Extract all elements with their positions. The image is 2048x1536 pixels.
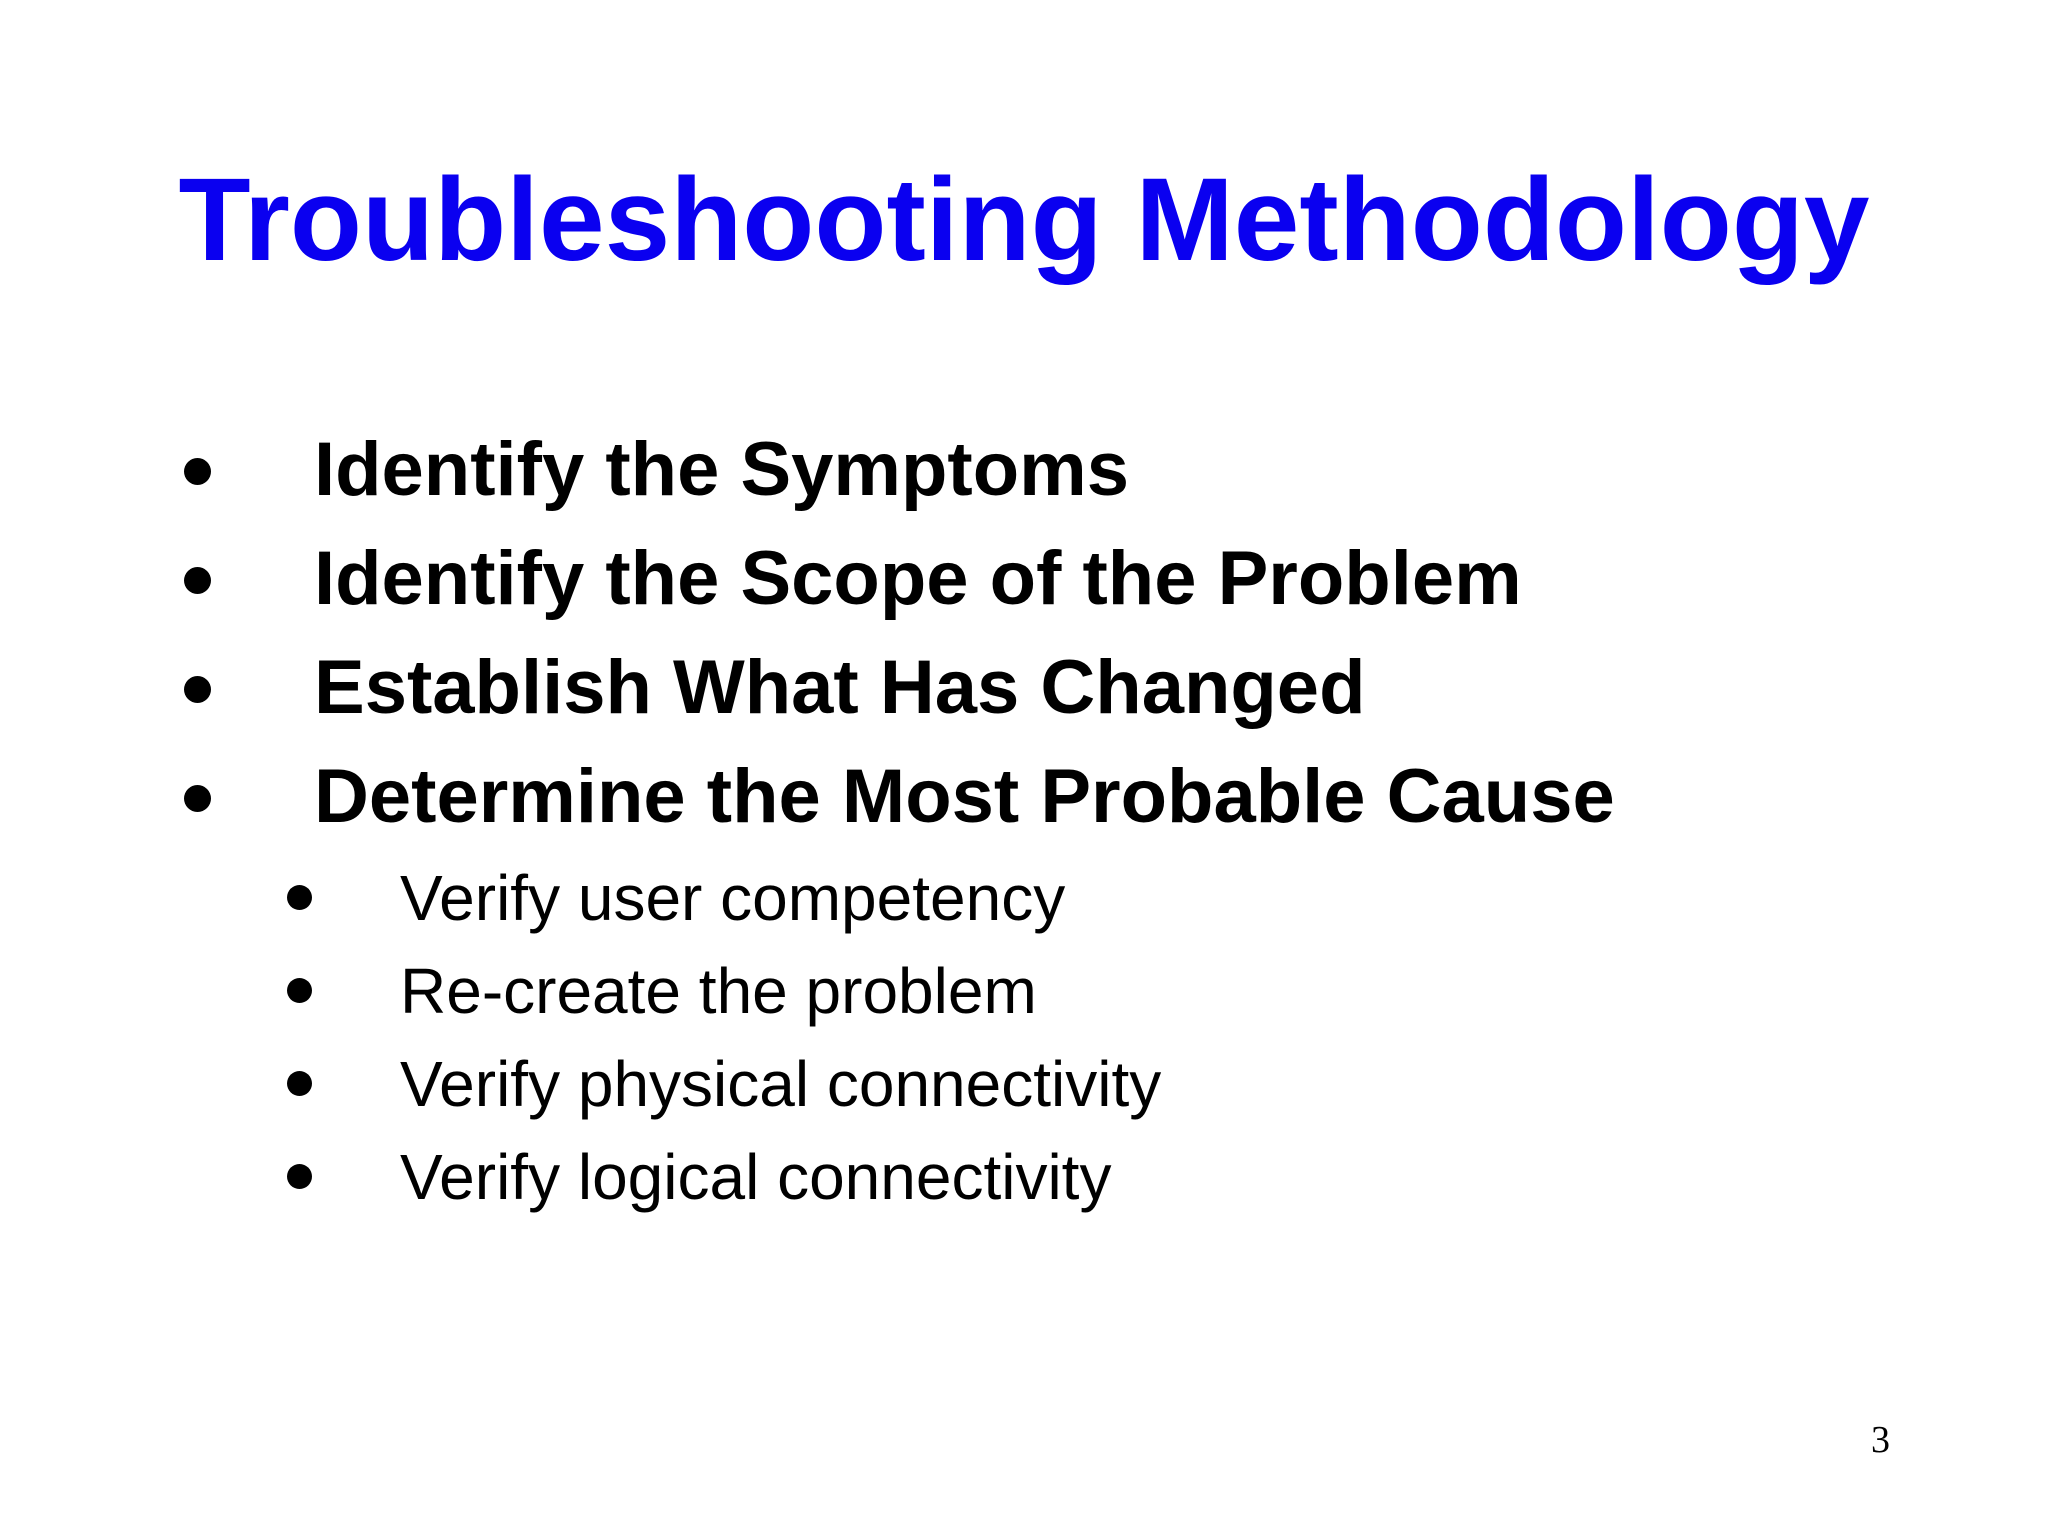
- list-item: [0, 534, 2048, 634]
- list-item-text: Verify physical connectivity: [400, 1048, 1162, 1120]
- list-item-text: Identify the Symptoms: [314, 427, 1129, 512]
- list-item-text: Re-create the problem: [400, 955, 1037, 1027]
- bullet-icon: [287, 885, 312, 910]
- list-item-text: Establish What Has Changed: [314, 645, 1366, 730]
- bullet-icon: [184, 785, 211, 812]
- slide-title: Troubleshooting Methodology: [178, 154, 1870, 286]
- list-item: [0, 643, 2048, 743]
- list-item: [0, 752, 2048, 852]
- list-item: [0, 1137, 2048, 1237]
- list-item: [0, 425, 2048, 525]
- bullet-icon: [287, 1164, 312, 1189]
- list-item-text: Determine the Most Probable Cause: [314, 754, 1615, 839]
- list-item: [0, 858, 2048, 958]
- bullet-icon: [184, 567, 211, 594]
- list-item-text: Verify user competency: [400, 862, 1066, 934]
- bullet-icon: [287, 1071, 312, 1096]
- bullet-icon: [184, 458, 211, 485]
- list-item-text: Verify logical connectivity: [400, 1141, 1112, 1213]
- list-item: [0, 951, 2048, 1051]
- list-item-text: Identify the Scope of the Problem: [314, 536, 1522, 621]
- page-number: 3: [1871, 1419, 1890, 1461]
- bullet-icon: [287, 978, 312, 1003]
- list-item: [0, 1044, 2048, 1144]
- bullet-icon: [184, 676, 211, 703]
